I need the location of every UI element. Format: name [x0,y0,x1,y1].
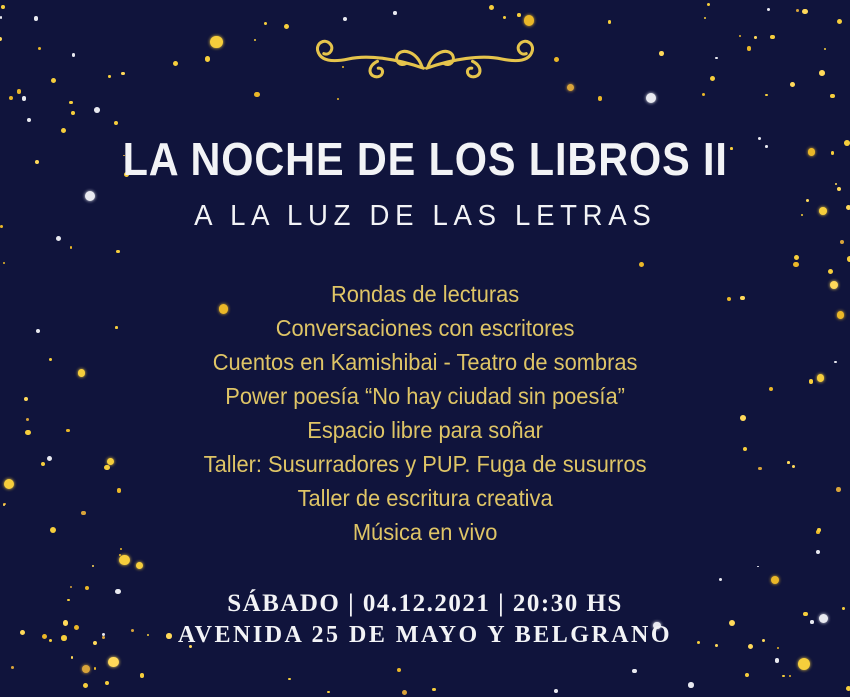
event-subtitle: A LA LUZ DE LAS LETRAS [193,200,657,232]
flourish-ornament-icon [310,28,540,90]
activity-item: Conversaciones con escritores [275,315,575,341]
event-title: LA NOCHE DE LOS LIBROS II [122,133,728,185]
activity-item: Música en vivo [352,519,498,545]
event-date: SÁBADO | 04.12.2021 | 20:30 HS [227,590,623,617]
activity-item: Taller de escritura creativa [297,485,553,511]
event-location: AVENIDA 25 DE MAYO Y BELGRANO [177,622,673,648]
activity-item: Espacio libre para soñar [307,417,543,443]
activities-list [204,277,647,549]
activity-item: Power poesía “No hay ciudad sin poesía” [225,383,625,409]
event-footer [0,590,850,649]
activity-item: Taller: Susurradores y PUP. Fuga de susurros [203,451,647,477]
activity-item: Rondas de lecturas [330,281,520,307]
activity-item: Cuentos en Kamishibai - Teatro de sombras [212,349,638,375]
